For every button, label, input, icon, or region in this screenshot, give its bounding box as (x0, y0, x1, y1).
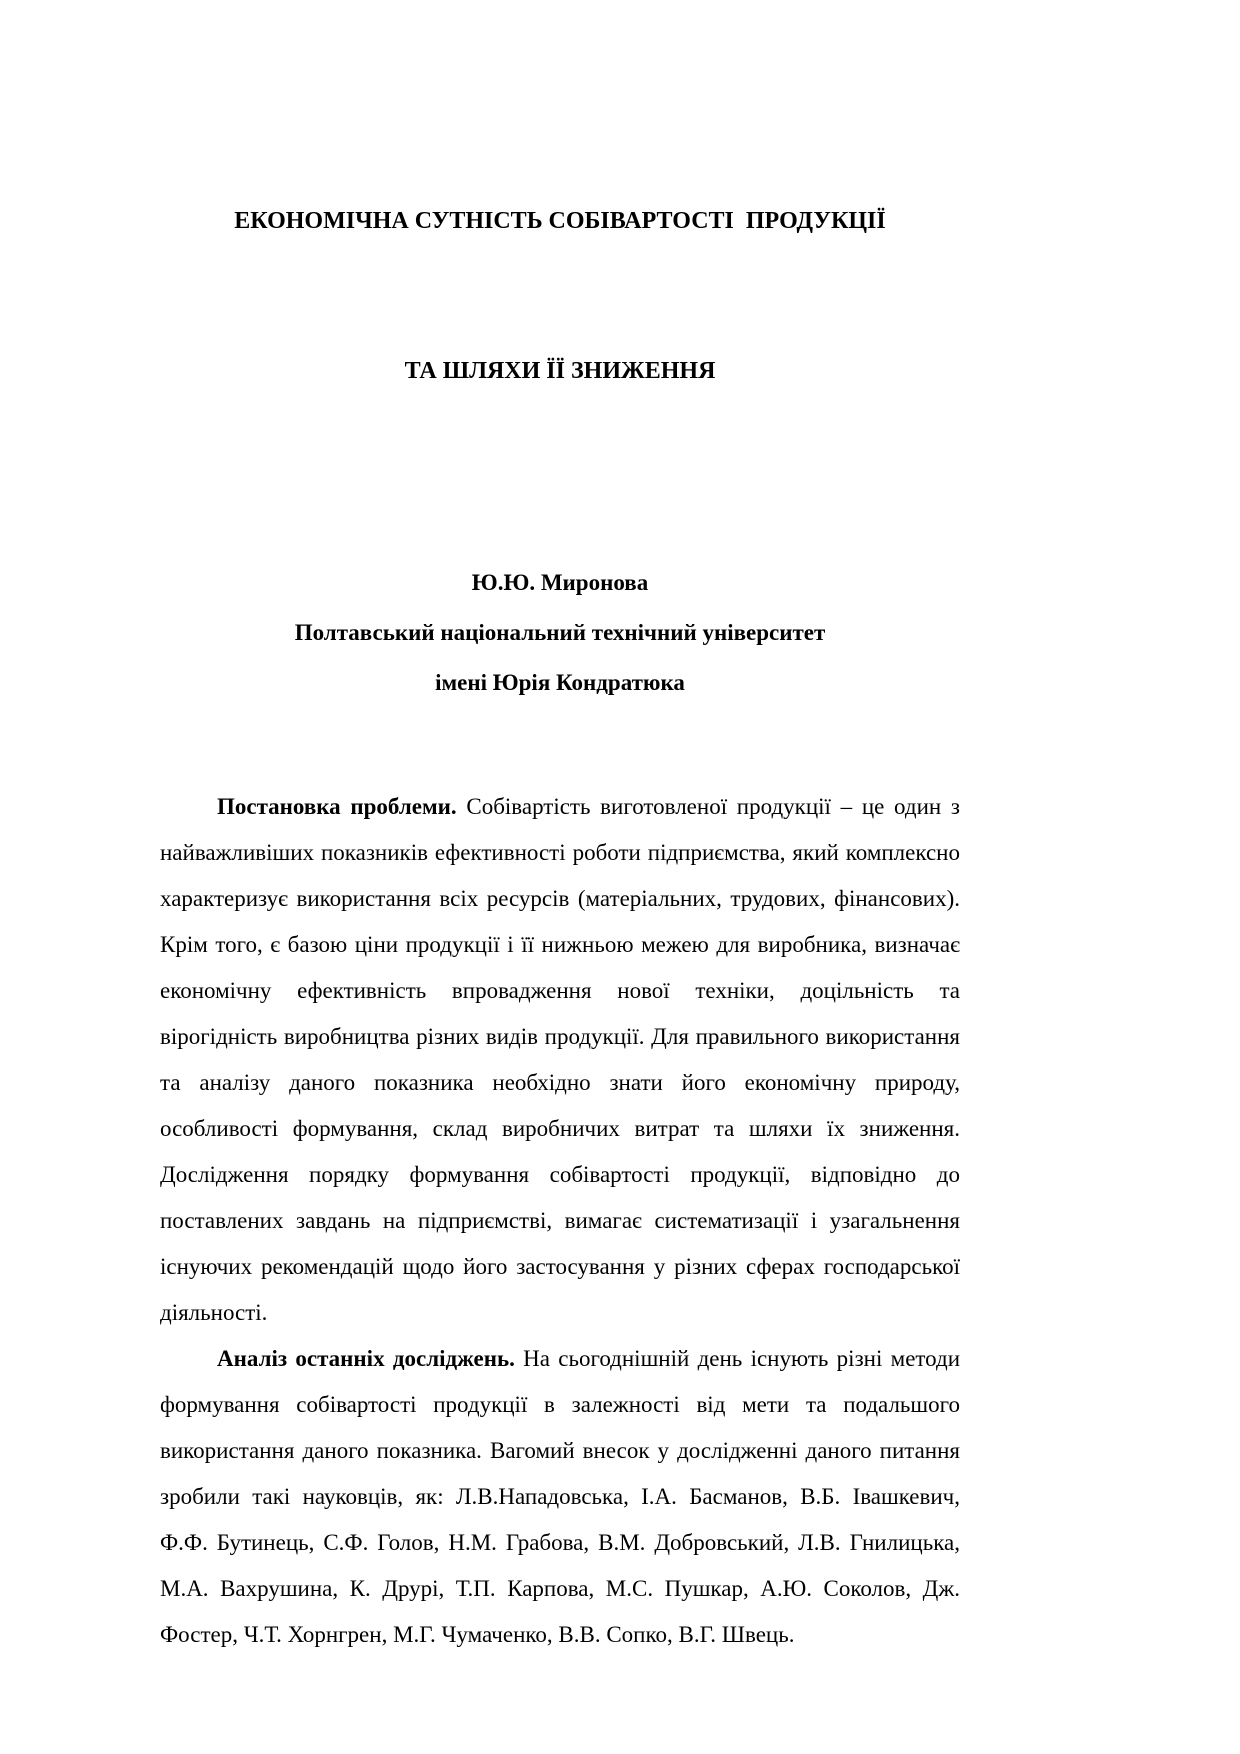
paragraph-lead: Постановка проблеми. (217, 794, 457, 819)
paragraph-lead: Аналіз останніх досліджень. (217, 1346, 515, 1371)
author-name: Ю.Ю. Миронова (471, 570, 649, 595)
document-title (160, 96, 960, 496)
text-block (160, 96, 960, 1658)
paragraph-problem-statement (160, 784, 960, 1336)
affiliation-line-1: Полтавський національний технічний університет (294, 620, 826, 645)
affiliation-line-2: імені Юрія Кондратюка (435, 670, 685, 695)
paragraph-text: На сьогоднішній день існують різні методи формування собівартості продукції в залежності від мети та подальшого використання даного показника. Вагомий внесок у дослідженні даного питання зробили такі науковців, як: Л.В.Нападовська, І.А. Басманов, В.Б. Івашкевич, Ф.Ф. Бутинець, С.Ф. Голов, Н.М. Грабова, В.М. Добровський, Л.В. Гнилицька, М.А. Вахрушина, К. Друрі, Т.П. Карпова, М.С. Пушкар, А.Ю. Соколов, Дж. Фостер, Ч.Т. Хорнгрен, М.Г. Чумаченко, В.В. Сопко, В.Г. Швець. (160, 1346, 960, 1647)
title-line-1: ЕКОНОМІЧНА СУТНІСТЬ СОБІВАРТОСТІ ПРОДУКЦІЇ (234, 208, 886, 234)
paragraph-recent-research (160, 1336, 960, 1658)
author-block (160, 558, 960, 708)
paragraph-text: Собівартість виготовленої продукції – це один з найважливіших показників ефективності роботи підприємства, який комплексно характеризує використання всіх ресурсів (матеріальних, трудових, фінансових). Крім того, є базою ціни продукції і її нижньою межею для виробника, визначає економічну ефективність впровадження нової техніки, доцільність та вірогідність виробництва різних видів продукції. Для правильного використання та аналізу даного показника необхідно знати його економічну природу, особливості формування, склад виробничих витрат та шляхи їх зниження. Дослідження порядку формування собівартості продукції, відповідно до поставлених завдань на підприємстві, вимагає систематизації і узагальнення існуючих рекомендацій щодо його застосування у різних сферах господарської діяльності. (160, 794, 961, 1325)
title-line-2: ТА ШЛЯХИ ЇЇ ЗНИЖЕННЯ (404, 358, 716, 384)
document-body (160, 784, 960, 1658)
